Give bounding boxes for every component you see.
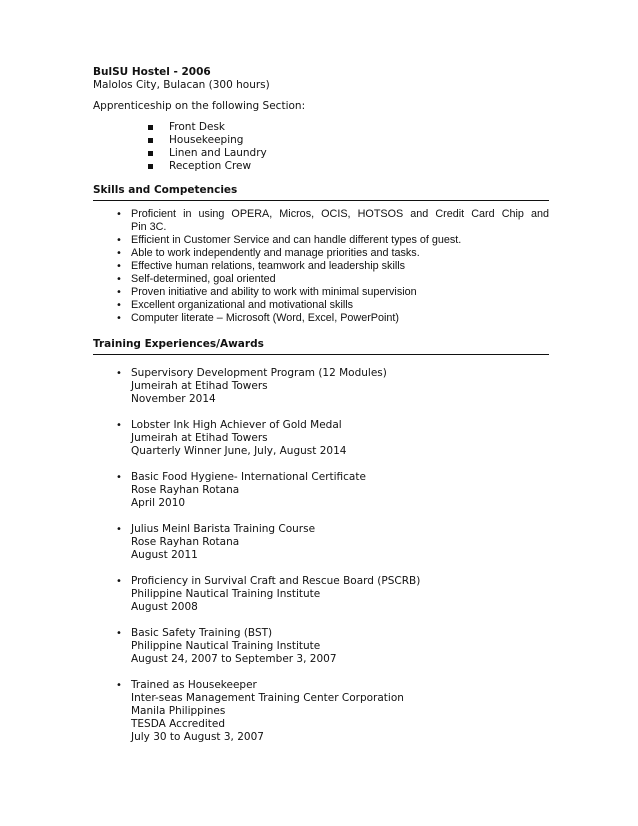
bullet-icon: • <box>116 313 122 324</box>
list-item <box>116 286 549 299</box>
list-item: Housekeeping <box>148 134 549 147</box>
training-provider: Jumeirah at Etihad Towers <box>131 380 268 392</box>
list-item <box>116 234 549 247</box>
square-bullet-icon <box>148 164 153 169</box>
training-provider: Inter-seas Management Training Center Corporation <box>131 692 404 704</box>
list-item: Front Desk <box>148 121 549 134</box>
bullet-icon: • <box>116 300 122 311</box>
training-date: August 2011 <box>131 549 198 561</box>
training-accreditation: TESDA Accredited <box>131 718 226 730</box>
square-bullet-icon <box>148 138 153 143</box>
training-provider: Jumeirah at Etihad Towers <box>131 432 268 444</box>
list-item <box>116 273 549 286</box>
square-bullet-icon <box>148 151 153 156</box>
bullet-icon: • <box>116 524 122 535</box>
training-date: July 30 to August 3, 2007 <box>131 731 264 743</box>
bullet-icon: • <box>116 576 122 587</box>
bullet-icon: • <box>116 368 122 379</box>
list-item <box>116 208 549 234</box>
employer-title: BulSU Hostel - 2006 <box>93 66 211 78</box>
bullet-icon: • <box>116 420 122 431</box>
training-title: Trained as Housekeeper <box>131 679 257 691</box>
list-item <box>116 312 549 325</box>
training-title: Proficiency in Survival Craft and Rescue Board (PSCRB) <box>131 575 421 587</box>
training-date: August 24, 2007 to September 3, 2007 <box>131 653 337 665</box>
resume-page <box>93 66 549 757</box>
training-heading: Training Experiences/Awards <box>93 338 549 355</box>
apprenticeship-sections-list <box>93 121 549 173</box>
bullet-icon: • <box>116 235 122 246</box>
training-provider: Philippine Nautical Training Institute <box>131 640 321 652</box>
bullet-icon: • <box>116 248 122 259</box>
training-date: August 2008 <box>131 601 198 613</box>
training-item <box>116 367 549 406</box>
skills-heading: Skills and Competencies <box>93 184 549 201</box>
training-item <box>116 575 549 614</box>
list-item <box>116 299 549 312</box>
bullet-icon: • <box>116 209 122 220</box>
bullet-icon: • <box>116 287 122 298</box>
bullet-icon: • <box>116 274 122 285</box>
training-title: Basic Safety Training (BST) <box>131 627 273 639</box>
skill-text: Able to work independently and manage priorities and tasks. <box>131 247 420 259</box>
bullet-icon: • <box>116 261 122 272</box>
training-date: Quarterly Winner June, July, August 2014 <box>131 445 347 457</box>
training-title: Supervisory Development Program (12 Modules) <box>131 367 387 379</box>
training-title: Lobster Ink High Achiever of Gold Medal <box>131 419 342 431</box>
training-list <box>93 367 549 744</box>
skill-text: Proficient in using OPERA, Micros, OCIS, HOTSOS and Credit Card Chip and <box>131 208 549 220</box>
skill-text: Self-determined, goal oriented <box>131 273 276 285</box>
list-item: Linen and Laundry <box>148 147 549 160</box>
skill-text: Effective human relations, teamwork and leadership skills <box>131 260 406 272</box>
training-location: Manila Philippines <box>131 705 226 717</box>
training-provider: Rose Rayhan Rotana <box>131 484 240 496</box>
training-date: April 2010 <box>131 497 186 509</box>
training-provider: Philippine Nautical Training Institute <box>131 588 321 600</box>
list-item: Reception Crew <box>148 160 549 173</box>
training-item <box>116 523 549 562</box>
training-item <box>116 471 549 510</box>
bullet-icon: • <box>116 680 122 691</box>
list-item <box>116 260 549 273</box>
training-item <box>116 679 549 744</box>
training-item <box>116 419 549 458</box>
training-title: Basic Food Hygiene- International Certificate <box>131 471 366 483</box>
training-title: Julius Meinl Barista Training Course <box>131 523 316 535</box>
skill-text: Efficient in Customer Service and can handle different types of guest. <box>131 234 462 246</box>
employer-location: Malolos City, Bulacan (300 hours) <box>93 79 270 91</box>
training-provider: Rose Rayhan Rotana <box>131 536 240 548</box>
training-date: November 2014 <box>131 393 216 405</box>
list-item <box>116 247 549 260</box>
skill-text: Excellent organizational and motivational skills <box>131 299 354 311</box>
skill-text: Proven initiative and ability to work with minimal supervision <box>131 286 417 298</box>
skill-text-cont: Pin 3C. <box>131 221 167 233</box>
skills-list <box>93 208 549 325</box>
bullet-icon: • <box>116 628 122 639</box>
training-item <box>116 627 549 666</box>
square-bullet-icon <box>148 125 153 130</box>
bullet-icon: • <box>116 472 122 483</box>
apprenticeship-intro: Apprenticeship on the following Section: <box>93 100 306 112</box>
skill-text: Computer literate – Microsoft (Word, Excel, PowerPoint) <box>131 312 400 324</box>
